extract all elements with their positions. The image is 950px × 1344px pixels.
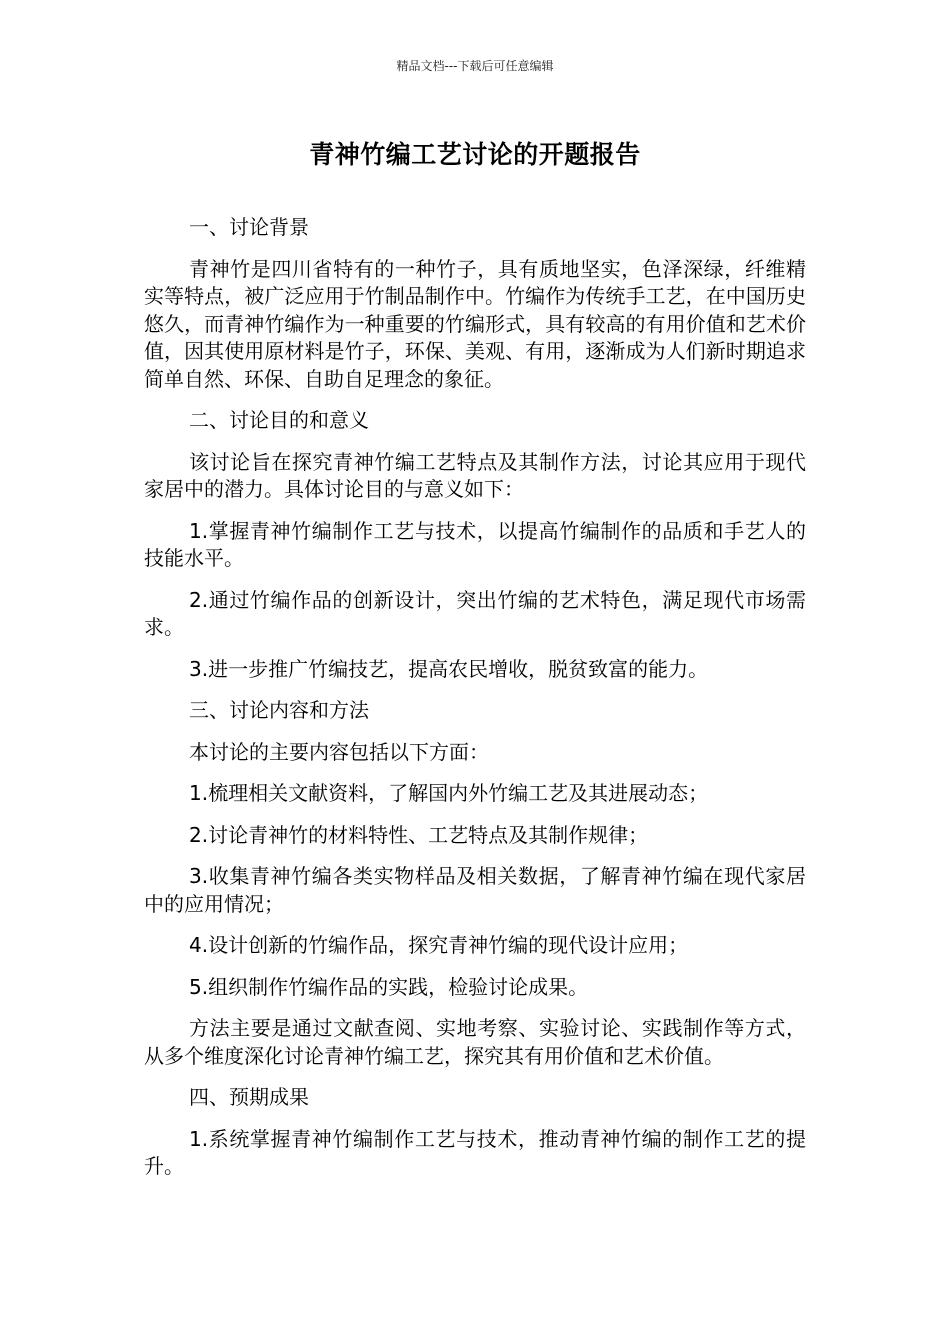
list-item-purpose-1: 1.掌握青神竹编制作工艺与技术，以提高竹编制作的品质和手艺人的技能水平。 <box>144 518 806 570</box>
paragraph-purpose-intro: 该讨论旨在探究青神竹编工艺特点及其制作方法，讨论其应用于现代家居中的潜力。具体讨论目的与意义如下： <box>144 449 806 501</box>
section-heading-background: 一、讨论背景 <box>189 215 309 239</box>
header-note: 精品文档---下载后可任意编辑 <box>396 59 554 73</box>
document-body <box>144 214 806 1195</box>
paragraph-content-intro: 本讨论的主要内容包括以下方面： <box>189 739 489 764</box>
section-heading-expected-results: 四、预期成果 <box>189 1085 309 1109</box>
list-item-content-3: 3.收集青神竹编各类实物样品及相关数据，了解青神竹编在现代家居中的应用情况； <box>144 864 806 916</box>
section-heading-content-method: 三、讨论内容和方法 <box>189 698 369 722</box>
list-item-result-1: 1.系统掌握青神竹编制作工艺与技术，推动青神竹编的制作工艺的提升。 <box>144 1126 806 1178</box>
paragraph-background: 青神竹是四川省特有的一种竹子，具有质地坚实，色泽深绿，纤维精实等特点，被广泛应用于竹制品制作中。竹编作为传统手工艺，在中国历史悠久，而青神竹编作为一种重要的竹编形式，具有较高的有用价值和艺术价值，因其使用原材料是竹子，环保、美观、有用，逐渐成为人们新时期追求简单自然、环保、自助自足理念的象征。 <box>144 256 806 391</box>
section-heading-purpose: 二、讨论目的和意义 <box>189 408 369 432</box>
paragraph-method: 方法主要是通过文献查阅、实地考察、实验讨论、实践制作等方式，从多个维度深化讨论青神竹编工艺，探究其有用价值和艺术价值。 <box>144 1016 806 1068</box>
list-item-content-4: 4.设计创新的竹编作品，探究青神竹编的现代设计应用； <box>189 933 689 957</box>
list-item-content-2: 2.讨论青神竹的材料特性、工艺特点及其制作规律； <box>189 822 649 847</box>
list-item-purpose-2: 2.通过竹编作品的创新设计，突出竹编的艺术特色，满足现代市场需求。 <box>144 587 806 639</box>
list-item-content-5: 5.组织制作竹编作品的实践，检验讨论成果。 <box>189 974 589 999</box>
list-item-content-1: 1.梳理相关文献资料，了解国内外竹编工艺及其进展动态； <box>189 781 709 805</box>
list-item-purpose-3: 3.进一步推广竹编技艺，提高农民增收，脱贫致富的能力。 <box>189 656 709 681</box>
document-title: 青神竹编工艺讨论的开题报告 <box>309 140 641 169</box>
